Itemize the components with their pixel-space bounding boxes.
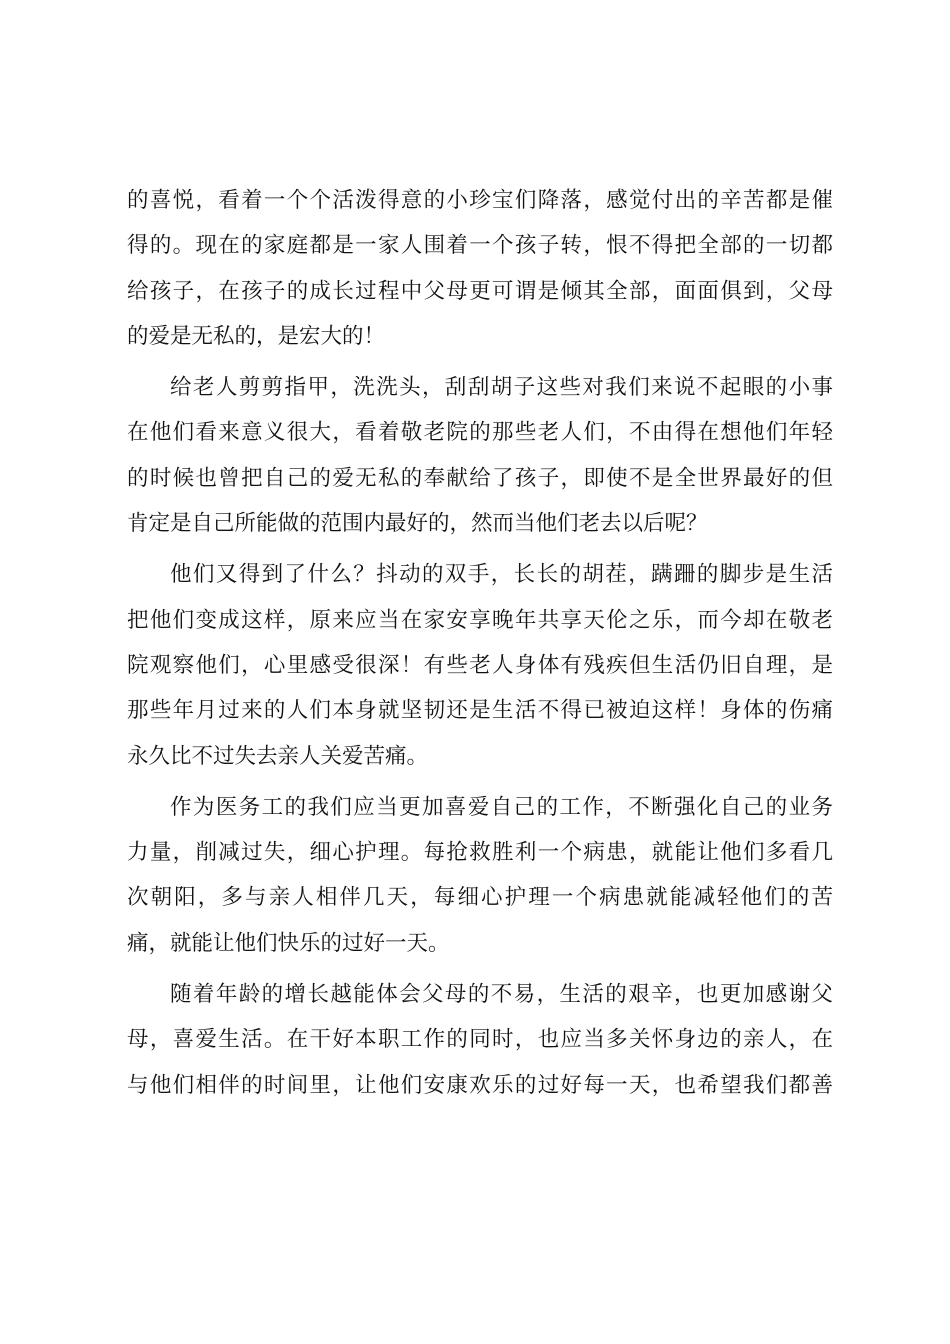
text-line: 得的。现在的家庭都是一家人围着一个孩子转，恨不得把全部的一切都 bbox=[127, 233, 833, 259]
paragraph bbox=[127, 373, 833, 539]
text-line: 随着年龄的增长越能体会父母的不易，生活的艰辛，也更加感谢父 bbox=[170, 982, 833, 1008]
paragraph bbox=[127, 186, 833, 352]
text-line: 次朝阳，多与亲人相伴几天，每细心护理一个病患就能减轻他们的苦 bbox=[127, 885, 833, 911]
text-line: 永久比不过失去亲人关爱苦痛。 bbox=[127, 743, 429, 769]
paragraph bbox=[127, 980, 833, 1101]
text-line: 与他们相伴的时间里，让他们安康欢乐的过好每一天，也希望我们都善 bbox=[127, 1072, 833, 1098]
text-line: 力量，削减过失，细心护理。每抢救胜利一个病患，就能让他们多看几 bbox=[127, 840, 833, 866]
text-line: 痛，就能让他们快乐的过好一天。 bbox=[127, 930, 450, 956]
text-line: 院观察他们，心里感受很深！有些老人身体有残疾但生活仍旧自理，是 bbox=[127, 652, 833, 678]
text-line: 给孩子，在孩子的成长过程中父母更可谓是倾其全部，面面俱到，父母 bbox=[127, 278, 833, 304]
text-line: 在他们看来意义很大，看着敬老院的那些老人们，不由得在想他们年轻 bbox=[127, 420, 833, 446]
text-line: 的时候也曾把自己的爱无私的奉献给了孩子，即使不是全世界最好的但 bbox=[127, 465, 833, 491]
text-line: 那些年月过来的人们本身就坚韧还是生活不得已被迫这样！身体的伤痛 bbox=[127, 698, 833, 724]
text-line: 的喜悦，看着一个个活泼得意的小珍宝们降落，感觉付出的辛苦都是催 bbox=[127, 188, 833, 213]
text-line: 母，喜爱生活。在干好本职工作的同时，也应当多关怀身边的亲人，在 bbox=[127, 1027, 833, 1053]
document-body bbox=[127, 186, 833, 1116]
text-line: 的爱是无私的，是宏大的！ bbox=[127, 323, 386, 349]
text-line: 给老人剪剪指甲，洗洗头，刮刮胡子这些对我们来说不起眼的小事 bbox=[170, 375, 833, 401]
text-line: 作为医务工的我们应当更加喜爱自己的工作，不断强化自己的业务 bbox=[170, 794, 833, 820]
text-line: 肯定是自己所能做的范围内最好的，然而当他们老去以后呢？ bbox=[127, 511, 708, 537]
paragraph bbox=[127, 793, 833, 959]
text-line: 把他们变成这样，原来应当在家安享晚年共享天伦之乐，而今却在敬老 bbox=[127, 607, 833, 633]
paragraph bbox=[127, 560, 833, 771]
text-line: 他们又得到了什么？抖动的双手，长长的胡茬，蹒跚的脚步是生活 bbox=[170, 562, 833, 588]
